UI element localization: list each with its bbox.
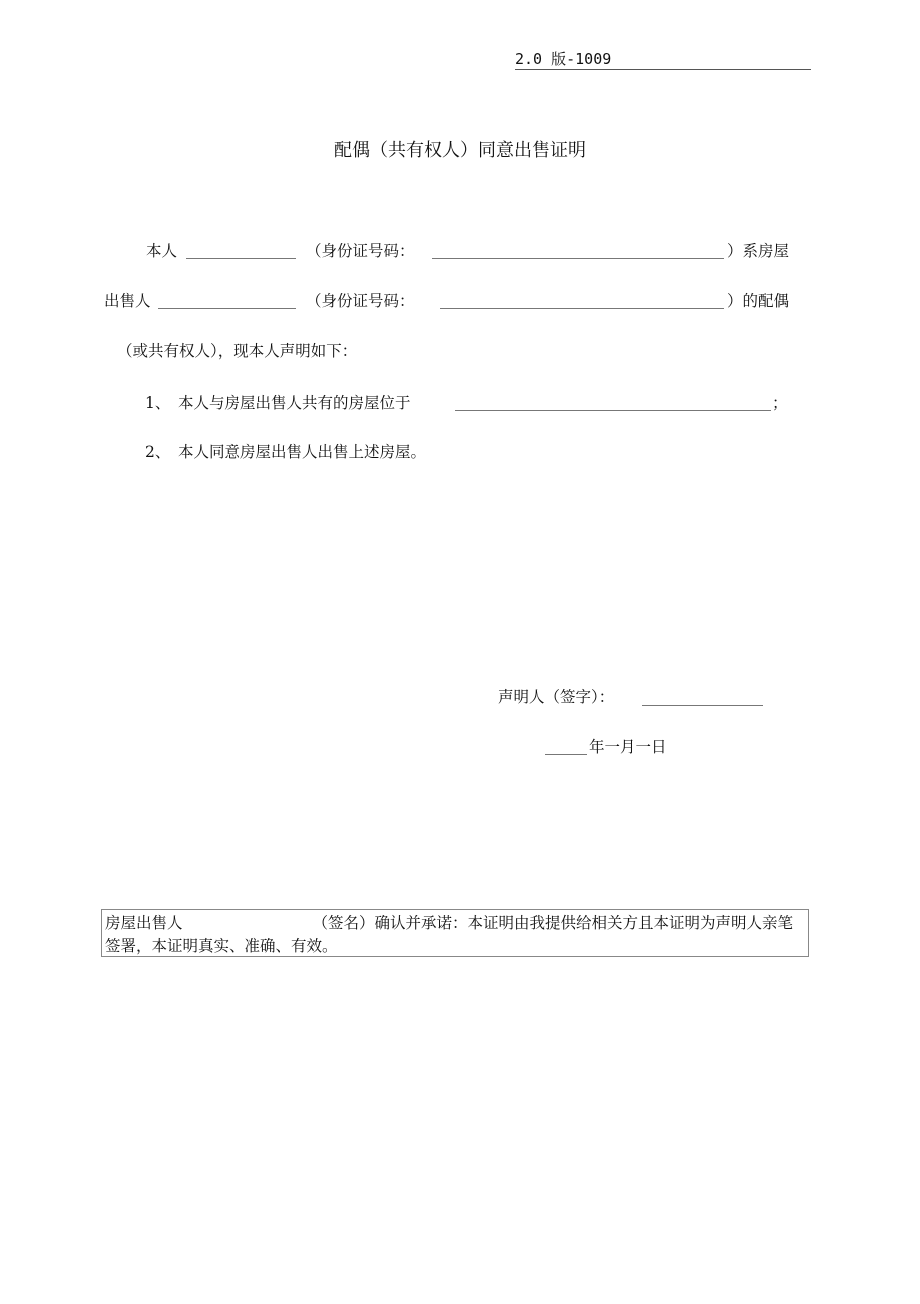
line2-suffix: ）的配偶 (727, 292, 790, 310)
line1-id-label: （身份证号码： (306, 242, 415, 260)
seller-id-blank[interactable] (440, 308, 724, 309)
notice-lead: 房屋出售人 (105, 914, 183, 932)
seller-name-blank[interactable] (158, 308, 296, 309)
line3-text: （或共有权人），现本人声明如下： (117, 342, 358, 360)
date-text: 年一月一日 (589, 738, 667, 756)
document-title: 配偶（共有权人）同意出售证明 (334, 140, 586, 161)
item1-end: ； (772, 394, 788, 412)
seller-confirmation-box (101, 909, 809, 957)
property-location-blank[interactable] (455, 410, 771, 411)
item1-text: 本人与房屋出售人共有的房屋位于 (178, 394, 411, 412)
item2-number: 2、 (145, 443, 171, 461)
item2-text: 本人同意房屋出售人出售上述房屋。 (178, 443, 427, 461)
item1-number: 1、 (145, 394, 171, 412)
year-blank[interactable] (545, 754, 587, 755)
line1-prefix: 本人 (146, 242, 178, 260)
line2-prefix: 出售人 (104, 292, 151, 310)
declarant-id-blank[interactable] (432, 258, 724, 259)
notice-body: （签名）确认并承诺：本证明由我提供给相关方且本证明为声明人亲笔签署，本证明真实、准确、有效。 (105, 914, 794, 955)
signature-blank[interactable] (642, 705, 763, 706)
version-label: 2.0 版-1009 (515, 50, 811, 70)
line2-id-label: （身份证号码： (306, 292, 415, 310)
line1-suffix: ）系房屋 (727, 242, 790, 260)
signature-label: 声明人（签字）： (498, 688, 615, 706)
declarant-name-blank[interactable] (186, 258, 296, 259)
